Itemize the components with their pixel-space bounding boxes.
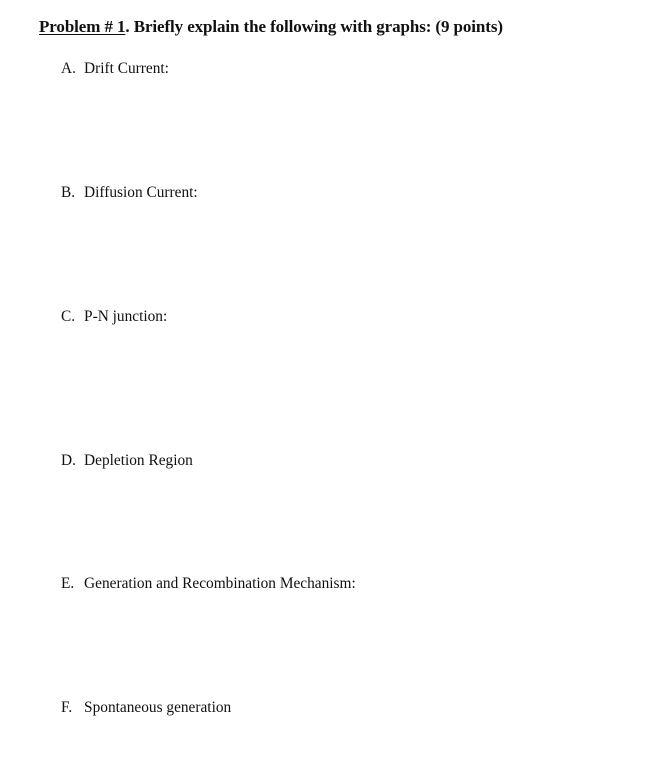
question-item-a xyxy=(61,60,169,78)
item-text: Drift Current: xyxy=(84,60,169,77)
problem-heading xyxy=(39,17,503,37)
item-letter: B. xyxy=(61,184,76,201)
item-text: Depletion Region xyxy=(84,452,193,469)
question-item-c xyxy=(61,308,167,326)
question-item-d xyxy=(61,452,193,470)
item-text: P-N junction: xyxy=(84,308,168,325)
problem-label: Problem # 1 xyxy=(39,17,126,36)
item-letter: C. xyxy=(61,308,76,325)
question-item-b xyxy=(61,184,198,202)
item-letter: F. xyxy=(61,699,73,716)
problem-instruction: . Briefly explain the following with graphs: (9 points) xyxy=(125,17,503,36)
item-letter: A. xyxy=(61,60,76,77)
question-item-e xyxy=(61,575,356,593)
item-letter: E. xyxy=(61,575,75,592)
question-item-f xyxy=(61,699,231,717)
item-text: Generation and Recombination Mechanism: xyxy=(84,575,356,592)
item-text: Diffusion Current: xyxy=(84,184,198,201)
item-letter: D. xyxy=(61,452,76,469)
item-text: Spontaneous generation xyxy=(84,699,232,716)
